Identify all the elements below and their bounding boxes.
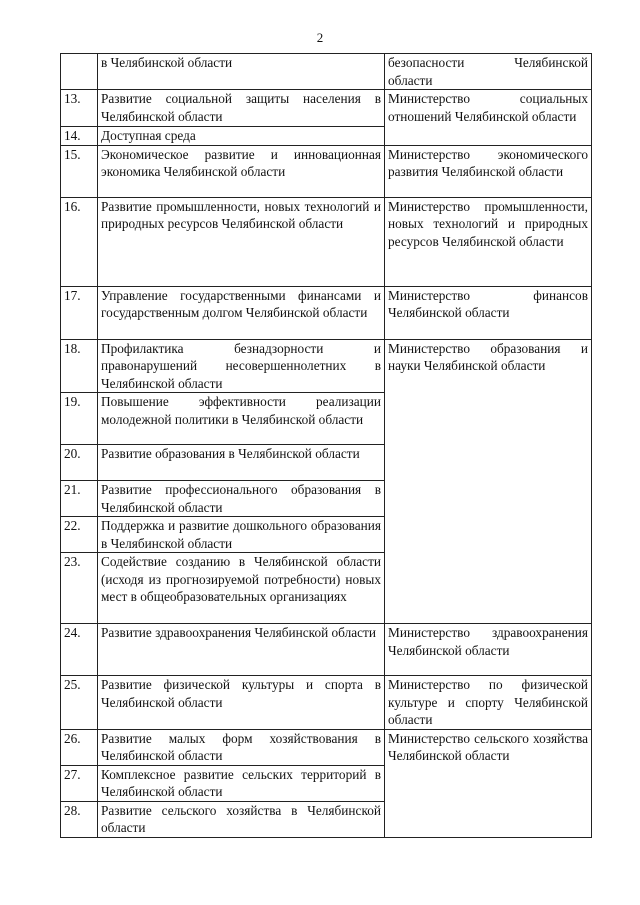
programs-table	[60, 53, 592, 838]
program-name: Развитие сельского хозяйства в Челябинской области	[98, 801, 385, 837]
table-row	[61, 676, 592, 730]
ministry-name: Министерство социальных отношений Челябинской области	[385, 90, 592, 146]
program-name: в Челябинской области	[98, 54, 385, 90]
table-row	[61, 729, 592, 765]
ministry-name: Министерство по физической культуре и спорту Челябинской области	[385, 676, 592, 730]
program-name: Содействие созданию в Челябинской области (исходя из прогнозируемой потребности) новых мест в общеобразовательных организациях	[98, 553, 385, 624]
table-row	[61, 624, 592, 676]
program-name: Повышение эффективности реализации молодежной политики в Челябинской области	[98, 393, 385, 445]
row-number: 23.	[61, 553, 98, 624]
row-number: 13.	[61, 90, 98, 127]
ministry-name: Министерство сельского хозяйства Челябинской области	[385, 729, 592, 837]
program-name: Комплексное развитие сельских территорий в Челябинской области	[98, 765, 385, 801]
row-number: 22.	[61, 517, 98, 553]
program-name: Развитие профессионального образования в Челябинской области	[98, 481, 385, 517]
ministry-name: Министерство финансов Челябинской области	[385, 286, 592, 339]
row-number: 17.	[61, 286, 98, 339]
row-number: 21.	[61, 481, 98, 517]
row-number: 28.	[61, 801, 98, 837]
program-name: Экономическое развитие и инновационная экономика Челябинской области	[98, 145, 385, 197]
row-number: 18.	[61, 339, 98, 393]
program-name: Развитие здравоохранения Челябинской области	[98, 624, 385, 676]
ministry-name: Министерство образования и науки Челябинской области	[385, 339, 592, 624]
program-name: Поддержка и развитие дошкольного образования в Челябинской области	[98, 517, 385, 553]
table-row	[61, 339, 592, 393]
program-name: Доступная среда	[98, 127, 385, 146]
program-name: Управление государственными финансами и государственным долгом Челябинской области	[98, 286, 385, 339]
row-number: 16.	[61, 197, 98, 286]
program-name: Развитие физической культуры и спорта в Челябинской области	[98, 676, 385, 730]
program-name: Профилактика безнадзорности и правонарушений несовершеннолетних в Челябинской области	[98, 339, 385, 393]
row-number: 24.	[61, 624, 98, 676]
program-name: Развитие промышленности, новых технологий и природных ресурсов Челябинской области	[98, 197, 385, 286]
row-number: 20.	[61, 445, 98, 481]
row-number: 25.	[61, 676, 98, 730]
row-number: 26.	[61, 729, 98, 765]
program-name: Развитие малых форм хозяйствования в Челябинской области	[98, 729, 385, 765]
table-row	[61, 145, 592, 197]
ministry-name: Министерство экономического развития Челябинской области	[385, 145, 592, 197]
ministry-name: безопасности Челябинской области	[385, 54, 592, 90]
row-number: 27.	[61, 765, 98, 801]
table-row	[61, 197, 592, 286]
ministry-name: Министерство здравоохранения Челябинской области	[385, 624, 592, 676]
table-row	[61, 54, 592, 90]
program-name: Развитие социальной защиты населения в Челябинской области	[98, 90, 385, 127]
table-row	[61, 90, 592, 127]
row-number: 19.	[61, 393, 98, 445]
row-number	[61, 54, 98, 90]
row-number: 14.	[61, 127, 98, 146]
ministry-name: Министерство промышленности, новых технологий и природных ресурсов Челябинской области	[385, 197, 592, 286]
row-number: 15.	[61, 145, 98, 197]
program-name: Развитие образования в Челябинской области	[98, 445, 385, 481]
table-row	[61, 286, 592, 339]
page-number: 2	[316, 30, 324, 45]
